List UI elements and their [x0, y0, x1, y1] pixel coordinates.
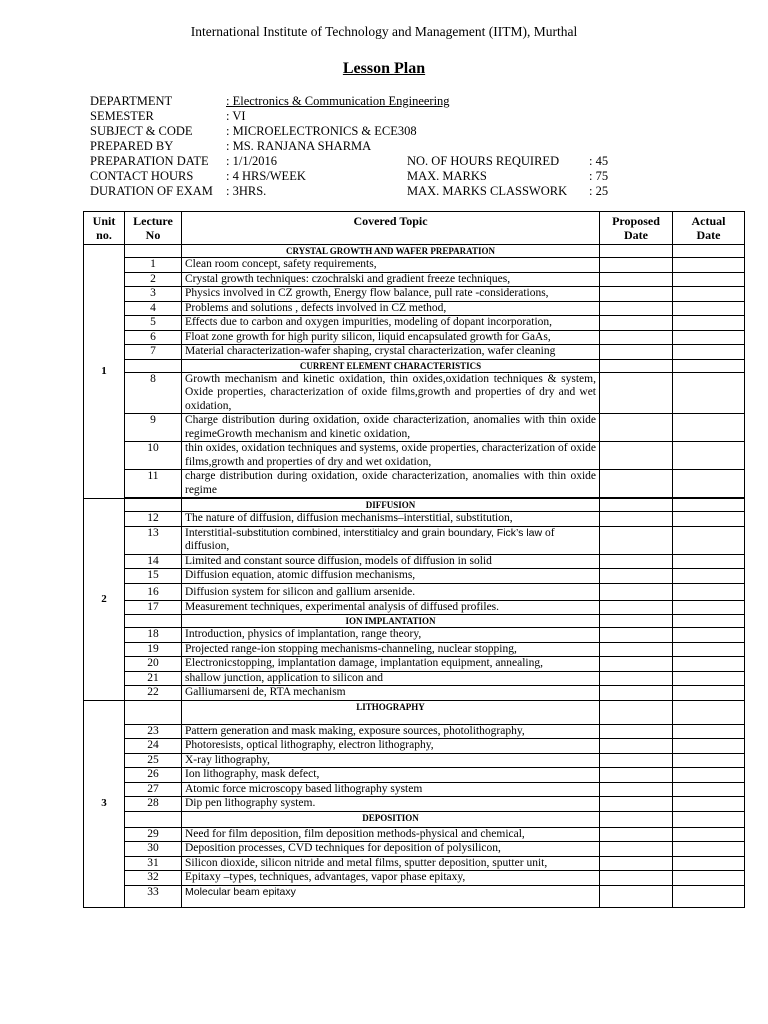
table-row	[84, 782, 745, 797]
lecture-number: 25	[125, 753, 182, 768]
topic-cell: Pattern generation and mask making, exposure sources, photolithography,	[182, 724, 600, 739]
lecture-number: 18	[125, 628, 182, 643]
table-row	[84, 345, 745, 360]
proposed-date-cell	[600, 642, 673, 657]
actual-date-cell	[673, 885, 745, 907]
proposed-date-cell	[600, 258, 673, 273]
meta-value: : 45	[589, 154, 609, 168]
table-row	[84, 442, 745, 470]
actual-date-cell	[673, 686, 745, 701]
table-row	[84, 885, 745, 907]
institute-name: International Institute of Technology and Management (IITM), Murthal	[190, 24, 578, 39]
topic-cell: Interstitial-substitution combined, interstitialcy and grain boundary, Fick’s law of diffusion,	[182, 526, 600, 554]
table-row	[84, 657, 745, 672]
table-row	[84, 753, 745, 768]
table-header-row	[84, 212, 745, 245]
topic-cell: Crystal growth techniques: czochralski and gradient freeze techniques,	[182, 272, 600, 287]
lecture-number: 17	[125, 600, 182, 615]
table-row	[84, 372, 745, 414]
topic-cell: Clean room concept, safety requirements,	[182, 258, 600, 273]
section-row	[84, 700, 745, 724]
proposed-date-cell	[600, 885, 673, 907]
lecture-number: 9	[125, 414, 182, 442]
topic-cell: Charge distribution during oxidation, oxide characterization, anomalies with thin oxide regimeGrowth mechanism and kinetic oxidation,	[182, 414, 600, 442]
header-topic: Covered Topic	[182, 212, 600, 245]
topic-cell: Photoresists, optical lithography, electron lithography,	[182, 739, 600, 754]
topic-cell: shallow junction, application to silicon and	[182, 671, 600, 686]
proposed-date-cell	[600, 871, 673, 886]
table-row	[84, 512, 745, 527]
actual-date-cell	[673, 724, 745, 739]
actual-date-cell	[673, 739, 745, 754]
topic-cell: Silicon dioxide, silicon nitride and metal films, sputter deposition, sputter unit,	[182, 856, 600, 871]
proposed-date-cell	[600, 628, 673, 643]
topic-cell: Material characterization-wafer shaping, crystal characterization, wafer cleaning	[182, 345, 600, 360]
unit-number: 1	[84, 245, 125, 499]
lecture-number: 22	[125, 686, 182, 701]
lecture-number: 20	[125, 657, 182, 672]
proposed-date-cell	[600, 272, 673, 287]
proposed-date-cell	[600, 797, 673, 812]
table-row	[84, 554, 745, 569]
lecture-number: 10	[125, 442, 182, 470]
topic-cell: Electronicstopping, implantation damage, implantation equipment, annealing,	[182, 657, 600, 672]
meta-label: PREPARATION DATE	[90, 154, 209, 168]
meta-value: : 4 HRS/WEEK	[226, 169, 306, 183]
actual-date-cell	[673, 287, 745, 302]
lesson-plan-table	[83, 211, 745, 908]
lecture-number: 5	[125, 316, 182, 331]
meta-value: : VI	[226, 109, 246, 123]
topic-cell: thin oxides, oxidation techniques and systems, oxide properties, characterization of oxide films,growth and properties of dry and wet oxidation,	[182, 442, 600, 470]
actual-date-cell	[673, 642, 745, 657]
section-row	[84, 811, 745, 827]
lecture-number: 4	[125, 301, 182, 316]
table-row	[84, 856, 745, 871]
actual-date-cell	[673, 258, 745, 273]
proposed-date-cell	[600, 316, 673, 331]
table-row	[84, 671, 745, 686]
actual-date-cell	[673, 768, 745, 783]
table-row	[84, 526, 745, 554]
topic-cell: Need for film deposition, film deposition methods-physical and chemical,	[182, 827, 600, 842]
topic-cell: Growth mechanism and kinetic oxidation, thin oxides,oxidation techniques & system, Oxide properties, characterization of oxide films,growth and properties of dry and wet oxidation,	[182, 372, 600, 414]
proposed-date-cell	[600, 287, 673, 302]
topic-cell: Diffusion equation, atomic diffusion mechanisms,	[182, 569, 600, 584]
lecture-number: 30	[125, 842, 182, 857]
actual-date-cell	[673, 526, 745, 554]
meta-label: CONTACT HOURS	[90, 169, 194, 183]
actual-date-cell	[673, 671, 745, 686]
meta-value-department: : Electronics & Communication Engineering	[226, 94, 450, 108]
table-row	[84, 842, 745, 857]
proposed-date-cell	[600, 512, 673, 527]
topic-cell: Float zone growth for high purity silicon, liquid encapsulated growth for GaAs,	[182, 330, 600, 345]
lecture-number: 23	[125, 724, 182, 739]
lecture-number: 24	[125, 739, 182, 754]
actual-date-cell	[673, 372, 745, 414]
actual-date-cell	[673, 512, 745, 527]
table-row	[84, 414, 745, 442]
topic-cell: Projected range-ion stopping mechanisms-channeling, nuclear stopping,	[182, 642, 600, 657]
meta-value: : 75	[589, 169, 609, 183]
lecture-number: 21	[125, 671, 182, 686]
meta-label: MAX. MARKS	[407, 169, 487, 183]
proposed-date-cell	[600, 724, 673, 739]
actual-date-cell	[673, 301, 745, 316]
proposed-date-cell	[600, 414, 673, 442]
header-lecture: Lecture No	[125, 212, 182, 245]
lecture-number: 6	[125, 330, 182, 345]
table-row	[84, 797, 745, 812]
table-row	[84, 686, 745, 701]
section-title: DEPOSITION	[182, 811, 600, 827]
proposed-date-cell	[600, 569, 673, 584]
topic-cell: Epitaxy –types, techniques, advantages, vapor phase epitaxy,	[182, 871, 600, 886]
meta-value: : MS. RANJANA SHARMA	[226, 139, 372, 153]
lecture-number: 13	[125, 526, 182, 554]
table-row	[84, 642, 745, 657]
lecture-number: 14	[125, 554, 182, 569]
meta-label: NO. OF HOURS REQUIRED	[407, 154, 560, 168]
actual-date-cell	[673, 782, 745, 797]
meta-label: DURATION OF EXAM	[90, 184, 213, 198]
topic-cell: Galliumarseni de, RTA mechanism	[182, 686, 600, 701]
actual-date-cell	[673, 569, 745, 584]
lecture-number: 32	[125, 871, 182, 886]
actual-date-cell	[673, 753, 745, 768]
proposed-date-cell	[600, 671, 673, 686]
table-row	[84, 316, 745, 331]
section-title: CURRENT ELEMENT CHARACTERISTICS	[182, 359, 600, 372]
lecture-number: 27	[125, 782, 182, 797]
lecture-number: 12	[125, 512, 182, 527]
table-row	[84, 583, 745, 600]
section-title: LITHOGRAPHY	[182, 700, 600, 724]
lecture-number: 26	[125, 768, 182, 783]
proposed-date-cell	[600, 856, 673, 871]
table-row	[84, 827, 745, 842]
section-row	[84, 615, 745, 628]
topic-cell: Dip pen lithography system.	[182, 797, 600, 812]
actual-date-cell	[673, 316, 745, 331]
actual-date-cell	[673, 470, 745, 498]
table-row	[84, 628, 745, 643]
actual-date-cell	[673, 414, 745, 442]
lecture-number: 11	[125, 470, 182, 498]
proposed-date-cell	[600, 739, 673, 754]
table-row	[84, 569, 745, 584]
topic-cell: The nature of diffusion, diffusion mechanisms–interstitial, substitution,	[182, 512, 600, 527]
proposed-date-cell	[600, 657, 673, 672]
table-row	[84, 470, 745, 498]
actual-date-cell	[673, 797, 745, 812]
header-actual-date: Actual Date	[673, 212, 745, 245]
actual-date-cell	[673, 856, 745, 871]
lecture-number: 3	[125, 287, 182, 302]
topic-cell: Deposition processes, CVD techniques for deposition of polysilicon,	[182, 842, 600, 857]
section-title: DIFFUSION	[182, 499, 600, 512]
proposed-date-cell	[600, 470, 673, 498]
meta-label: DEPARTMENT	[90, 94, 173, 108]
meta-label: MAX. MARKS CLASSWORK	[407, 184, 568, 198]
proposed-date-cell	[600, 842, 673, 857]
header-proposed-date: Proposed Date	[600, 212, 673, 245]
topic-cell: charge distribution during oxidation, oxide characterization, anomalies with thin oxide regime	[182, 470, 600, 498]
page-title: Lesson Plan	[342, 60, 426, 77]
table-row	[84, 600, 745, 615]
topic-cell: Diffusion system for silicon and gallium arsenide.	[182, 583, 600, 600]
actual-date-cell	[673, 842, 745, 857]
lecture-number: 1	[125, 258, 182, 273]
meta-value: : 1/1/2016	[226, 154, 278, 168]
lecture-number: 2	[125, 272, 182, 287]
unit-number: 2	[84, 499, 125, 701]
table-row	[84, 272, 745, 287]
topic-cell: Physics involved in CZ growth, Energy flow balance, pull rate -considerations,	[182, 287, 600, 302]
actual-date-cell	[673, 600, 745, 615]
table-row	[84, 258, 745, 273]
meta-labels-right	[407, 154, 567, 199]
meta-labels-left	[90, 94, 213, 199]
lecture-number: 33	[125, 885, 182, 907]
meta-value: : MICROELECTRONICS & ECE308	[226, 124, 417, 138]
meta-label: PREPARED BY	[90, 139, 174, 153]
topic-cell: Molecular beam epitaxy	[182, 885, 600, 907]
lecture-number: 29	[125, 827, 182, 842]
actual-date-cell	[673, 330, 745, 345]
proposed-date-cell	[600, 372, 673, 414]
lecture-number: 8	[125, 372, 182, 414]
proposed-date-cell	[600, 600, 673, 615]
topic-cell: Measurement techniques, experimental analysis of diffused profiles.	[182, 600, 600, 615]
proposed-date-cell	[600, 753, 673, 768]
section-title: CRYSTAL GROWTH AND WAFER PREPARATION	[182, 245, 600, 258]
meta-value: : 25	[589, 184, 609, 198]
proposed-date-cell	[600, 554, 673, 569]
topic-cell: Effects due to carbon and oxygen impurities, modeling of dopant incorporation,	[182, 316, 600, 331]
proposed-date-cell	[600, 330, 673, 345]
section-row	[84, 359, 745, 372]
topic-cell: Problems and solutions , defects involved in CZ method,	[182, 301, 600, 316]
section-row	[84, 499, 745, 512]
section-row	[84, 245, 745, 258]
meta-label: SUBJECT & CODE	[90, 124, 193, 138]
actual-date-cell	[673, 628, 745, 643]
table-row	[84, 871, 745, 886]
meta-values-right	[589, 154, 608, 199]
header-unit: Unit no.	[84, 212, 125, 245]
proposed-date-cell	[600, 768, 673, 783]
lecture-number: 31	[125, 856, 182, 871]
actual-date-cell	[673, 583, 745, 600]
topic-cell: Limited and constant source diffusion, models of diffusion in solid	[182, 554, 600, 569]
proposed-date-cell	[600, 301, 673, 316]
proposed-date-cell	[600, 782, 673, 797]
actual-date-cell	[673, 442, 745, 470]
proposed-date-cell	[600, 345, 673, 360]
table-row	[84, 739, 745, 754]
actual-date-cell	[673, 345, 745, 360]
meta-value: : 3HRS.	[226, 184, 267, 198]
proposed-date-cell	[600, 827, 673, 842]
lecture-number: 15	[125, 569, 182, 584]
lecture-number: 19	[125, 642, 182, 657]
proposed-date-cell	[600, 583, 673, 600]
meta-label: SEMESTER	[90, 109, 154, 123]
actual-date-cell	[673, 272, 745, 287]
lecture-number: 28	[125, 797, 182, 812]
lecture-number: 7	[125, 345, 182, 360]
lecture-number: 16	[125, 583, 182, 600]
proposed-date-cell	[600, 442, 673, 470]
topic-cell: Ion lithography, mask defect,	[182, 768, 600, 783]
topic-cell: Introduction, physics of implantation, range theory,	[182, 628, 600, 643]
table-row	[84, 301, 745, 316]
table-row	[84, 724, 745, 739]
actual-date-cell	[673, 871, 745, 886]
proposed-date-cell	[600, 686, 673, 701]
actual-date-cell	[673, 657, 745, 672]
proposed-date-cell	[600, 526, 673, 554]
unit-number: 3	[84, 700, 125, 907]
table-row	[84, 287, 745, 302]
actual-date-cell	[673, 554, 745, 569]
section-title: ION IMPLANTATION	[182, 615, 600, 628]
table-row	[84, 768, 745, 783]
table-row	[84, 330, 745, 345]
topic-cell: X-ray lithography,	[182, 753, 600, 768]
actual-date-cell	[673, 827, 745, 842]
topic-cell: Atomic force microscopy based lithography system	[182, 782, 600, 797]
